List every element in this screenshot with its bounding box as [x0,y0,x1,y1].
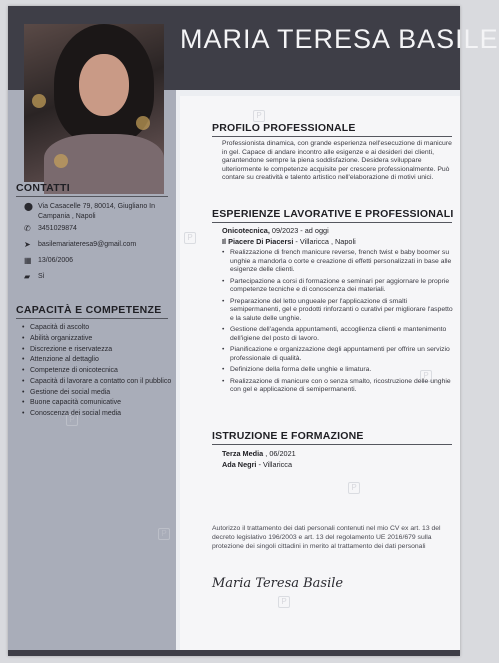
profile-text: Professionista dinamica, con grande esperienza nell'esecuzione di manicure in gel. Capace di andare incontro alle esigenze e ai desideri dei clienti, garantendone sempre la piena soddisfazione. Desidera sviluppare ulteriormente le competenze acquisite per crescere professionalmente. Può contare su creatività e talento artistico nell'elaborazione di motivi unici. [222,140,452,182]
contact-driving: ▰ Sì [24,272,45,281]
footer-band [8,650,460,656]
phone-icon: ✆ [24,224,31,233]
list-item: • Competenze di onicotecnica [22,367,118,375]
signature: Maria Teresa Basile [212,576,344,591]
education-degree: Terza Media , 06/2021 [222,449,296,458]
watermark-icon: P [420,370,432,382]
list-item: • Realizzazione di french manicure reverse, french twist e baby boomer su unghie a mandorla o corte e creazione di effetti personalizzati in base alle esigenze delle clienti. [222,249,452,273]
profile-photo [24,24,164,182]
education-heading: ISTRUZIONE E FORMAZIONE [212,430,364,442]
list-item: • Realizzazione di manicure con o senza smalto, ricostruzione delle unghie con gel e applicazione di semipermanenti. [222,377,451,393]
privacy-consent: Autorizzo il trattamento dei dati personali contenuti nel mio CV ex art. 13 del decreto legislativo 196/2003 e art. 13 del regolamento UE 2016/679 sulla protezione dei singoli cittadini in merito al trattamento dei dati personali [212,525,441,551]
list-item: • Capacità di ascolto [22,324,90,331]
list-item: • Gestione dei social media [22,388,111,396]
list-item: • Capacità di lavorare a contatto con il pubblico [22,377,172,385]
location-pin-icon: ⬤ [24,202,33,211]
list-item: • Gestione dell'agenda appuntamenti, accoglienza clienti e mantenimento dell'igiene del posto di lavoro. [222,326,447,342]
list-item: • Preparazione del letto ungueale per l'applicazione di smalti semipermanenti, gel e prodotti rinforzanti o curativi per migliorare l'aspetto e la salute delle unghie. [222,297,453,322]
profile-heading: PROFILO PROFESSIONALE [212,122,356,134]
education-school: Ada Negri - Villaricca [222,460,293,469]
list-item: • Attenzione al dettaglio [22,356,99,364]
education-divider [212,444,452,445]
person-name: MARIA TERESA BASILE [180,24,499,54]
skills-heading: CAPACITÀ E COMPETENZE [16,304,162,316]
duties-list [222,249,456,398]
contact-address: ⬤ Via Casacelle 79, 80014, Giugliano In Campania , Napoli [24,202,156,220]
list-item: • Definizione della forma delle unghie e limatura. [222,366,372,373]
list-item: • Partecipazione a corsi di formazione e seminari per aggiornare le proprie competenze tecniche e di conoscenza dei materiali. [222,277,450,293]
watermark-icon: P [348,482,360,494]
profile-divider [212,136,452,137]
experience-divider [212,222,452,223]
send-email-icon: ➤ [24,240,31,249]
contact-birthdate: ▦ 13/06/2006 [24,256,74,265]
watermark-icon: P [184,232,196,244]
watermark-icon: P [158,528,170,540]
watermark-icon: P [66,414,78,426]
job-dates: 09/2023 - ad oggi [269,226,329,235]
watermark-icon: P [253,110,265,122]
calendar-icon: ▦ [24,256,32,265]
watermark-icon: P [278,596,290,608]
list-item: • Conoscenza dei social media [22,410,122,418]
contact-email[interactable]: ➤ basilemariateresa9@gmail.com [24,240,137,249]
contact-phone: ✆ 3451029874 [24,224,77,233]
resume-page [8,6,499,656]
list-item: • Pianificazione e organizzazione degli appuntamenti per offrire un servizio professionale di qualità. [222,346,450,362]
experience-heading: ESPERIENZE LAVORATIVE E PROFESSIONALI [212,208,454,220]
car-icon: ▰ [24,272,31,281]
job-company: Il Piacere Di Piacersi - Villaricca , Napoli [222,237,356,246]
skills-divider [16,318,168,319]
list-item: • Discrezione e riservatezza [22,345,113,353]
list-item: • Buone capacità comunicative [22,399,122,407]
skills-list [22,324,172,421]
contacts-heading: CONTATTI [16,182,70,194]
job-title: Onicotecnica, 09/2023 - ad oggi [222,226,329,235]
list-item: • Abilità organizzative [22,334,93,342]
contacts-divider [16,196,168,197]
